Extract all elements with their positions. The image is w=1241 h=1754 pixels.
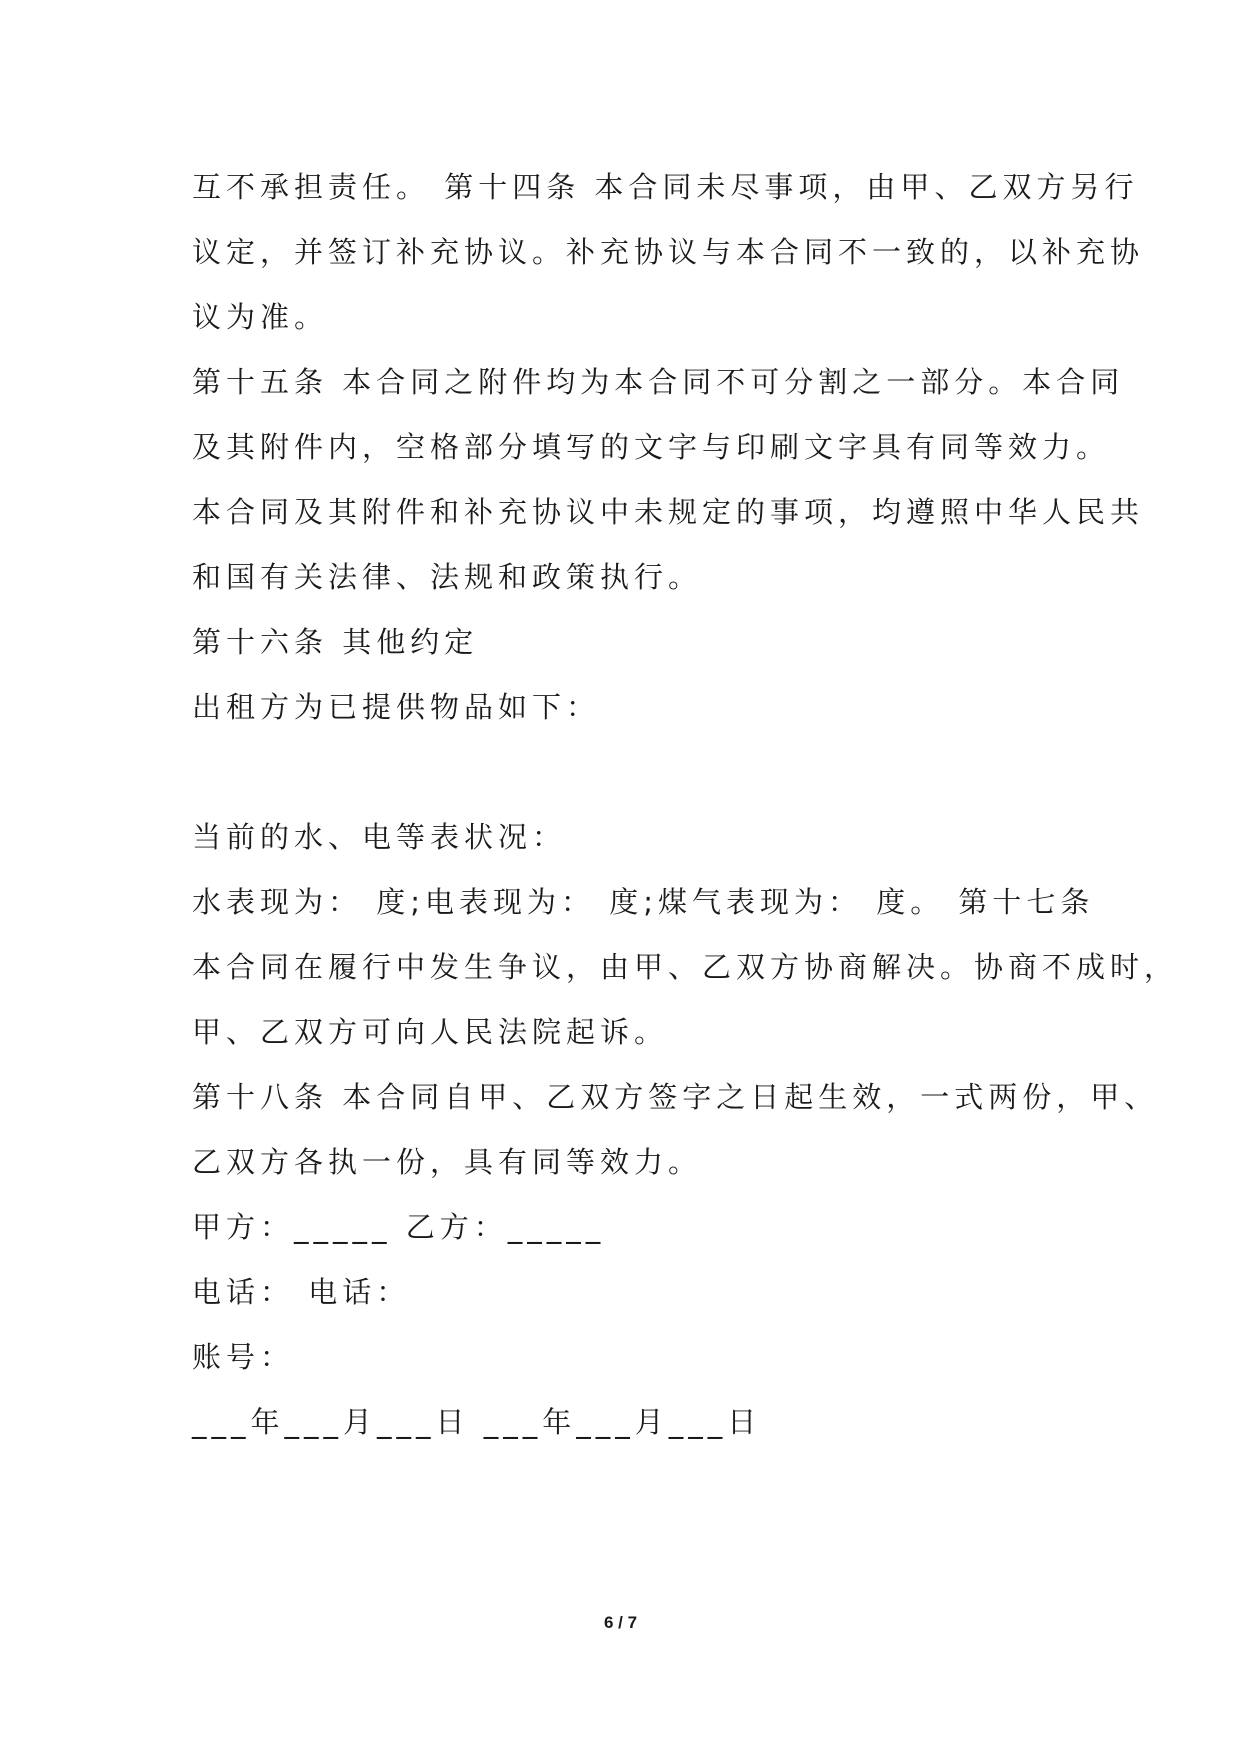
phone-line: 电话： 电话： — [192, 1275, 411, 1309]
account-line: 账号： — [192, 1340, 295, 1374]
date-line: ___年___月___日 ___年___月___日 — [192, 1405, 762, 1439]
meter-readings-line: 水表现为： 度;电表现为： 度;煤气表现为： 度。 第十七条 — [192, 885, 1095, 919]
contract-body — [192, 155, 1179, 1455]
text-line: 本合同及其附件和补充协议中未规定的事项，均遵照中华人民共 — [192, 495, 1145, 529]
text-line: 本合同在履行中发生争议，由甲、乙双方协商解决。协商不成时， — [192, 950, 1179, 984]
clause-15-line: 第十五条 本合同之附件均为本合同不可分割之一部分。本合同 — [192, 365, 1125, 399]
text-line: 互不承担责任。 第十四条 本合同未尽事项，由甲、乙双方另行 — [192, 170, 1139, 204]
blank-line — [192, 740, 1072, 805]
text-line: 及其附件内，空格部分填写的文字与印刷文字具有同等效力。 — [192, 430, 1111, 464]
page-number: 6 / 7 — [603, 1613, 638, 1632]
text-line: 和国有关法律、法规和政策执行。 — [192, 560, 703, 594]
text-line: 甲、乙双方可向人民法院起诉。 — [192, 1015, 669, 1049]
party-signature-line: 甲方：_____ 乙方：_____ — [192, 1210, 606, 1244]
text-line: 当前的水、电等表状况： — [192, 820, 567, 854]
text-line: 出租方为已提供物品如下： — [192, 690, 601, 724]
clause-16-line: 第十六条 其他约定 — [192, 625, 479, 659]
clause-18-line: 第十八条 本合同自甲、乙双方签字之日起生效，一式两份，甲、 — [192, 1080, 1159, 1114]
text-line: 议定，并签订补充协议。补充协议与本合同不一致的，以补充协 — [192, 235, 1145, 269]
text-line: 乙双方各执一份，具有同等效力。 — [192, 1145, 703, 1179]
text-line: 议为准。 — [192, 300, 329, 334]
